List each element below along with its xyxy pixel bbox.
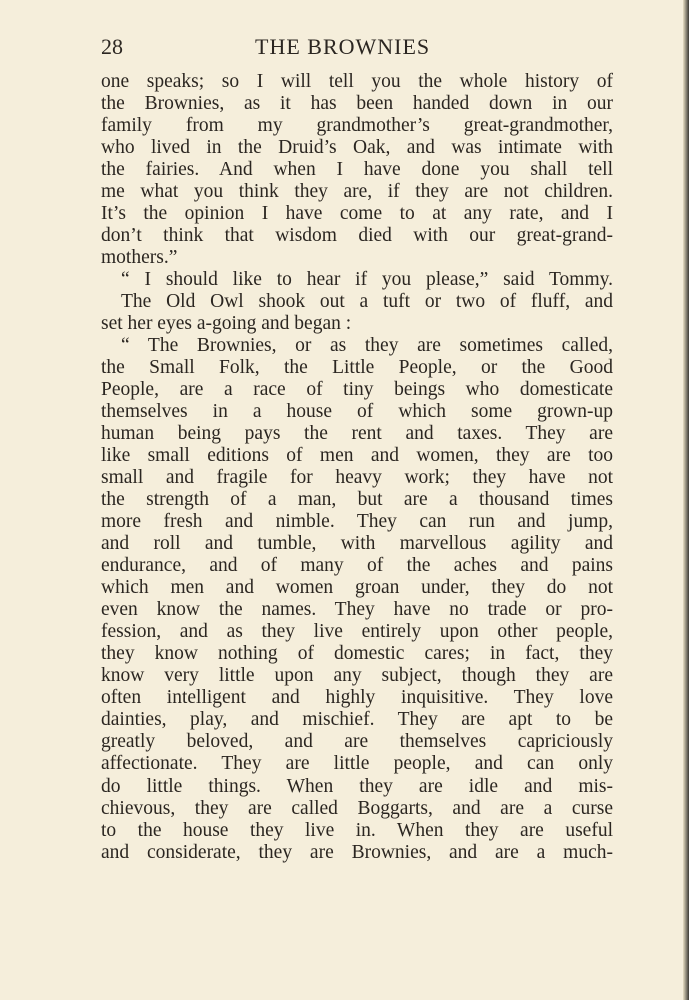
- text-line: to the house they live in. When they are useful: [101, 819, 613, 841]
- text-line: family from my grandmother’s great-grandmother,: [101, 115, 613, 137]
- text-line: often intelligent and highly inquisitive. They love: [101, 687, 613, 709]
- text-line: one speaks; so I will tell you the whole history of: [101, 71, 613, 92]
- text-line: who lived in the Druid’s Oak, and was intimate with: [101, 137, 613, 159]
- text-line: like small editions of men and women, they are too: [101, 445, 613, 467]
- text-line: The Old Owl shook out a tuft or two of fluff, and: [121, 291, 613, 313]
- book-title: THE BROWNIES: [255, 34, 431, 59]
- text-line: affectionate. They are little people, and can only: [101, 753, 613, 775]
- text-line: “ The Brownies, or as they are sometimes called,: [121, 335, 613, 357]
- text-line: the strength of a man, but are a thousand times: [101, 489, 613, 511]
- text-line: know very little upon any subject, though they are: [101, 665, 613, 687]
- text-line: which men and women groan under, they do not: [101, 577, 613, 599]
- text-line: greatly beloved, and are themselves capriciously: [101, 731, 613, 753]
- text-line: set her eyes a-going and began :: [101, 313, 352, 335]
- text-line: “ I should like to hear if you please,” said Tommy.: [121, 269, 613, 291]
- text-line: me what you think they are, if they are not children.: [101, 181, 613, 203]
- text-line: don’t think that wisdom died with our great-grand-: [101, 225, 613, 247]
- body-text: [101, 71, 613, 864]
- text-line: human being pays the rent and taxes. They are: [101, 423, 613, 445]
- text-line: they know nothing of domestic cares; in fact, they: [101, 643, 613, 665]
- page-edge: [683, 0, 689, 1000]
- text-line: even know the names. They have no trade or pro-: [101, 599, 613, 621]
- running-head: [101, 33, 613, 61]
- text-line: small and fragile for heavy work; they have not: [101, 467, 613, 489]
- text-line: mothers.”: [101, 247, 178, 269]
- text-line: the Brownies, as it has been handed down in our: [101, 93, 613, 115]
- text-line: the Small Folk, the Little People, or the Good: [101, 357, 613, 379]
- page-number: 28: [101, 34, 123, 59]
- text-line: dainties, play, and mischief. They are apt to be: [101, 709, 613, 731]
- text-line: more fresh and nimble. They can run and jump,: [101, 511, 613, 533]
- text-line: themselves in a house of which some grown-up: [101, 401, 613, 423]
- text-line: and roll and tumble, with marvellous agility and: [101, 533, 613, 555]
- text-line: endurance, and of many of the aches and pains: [101, 555, 613, 577]
- text-line: and considerate, they are Brownies, and are a much-: [101, 841, 613, 863]
- text-line: the fairies. And when I have done you shall tell: [101, 159, 613, 181]
- text-line: It’s the opinion I have come to at any rate, and I: [101, 203, 613, 225]
- text-line: do little things. When they are idle and mis-: [101, 775, 613, 797]
- text-line: People, are a race of tiny beings who domesticate: [101, 379, 613, 401]
- text-line: fession, and as they live entirely upon other people,: [101, 621, 613, 643]
- text-line: chievous, they are called Boggarts, and are a curse: [101, 797, 613, 819]
